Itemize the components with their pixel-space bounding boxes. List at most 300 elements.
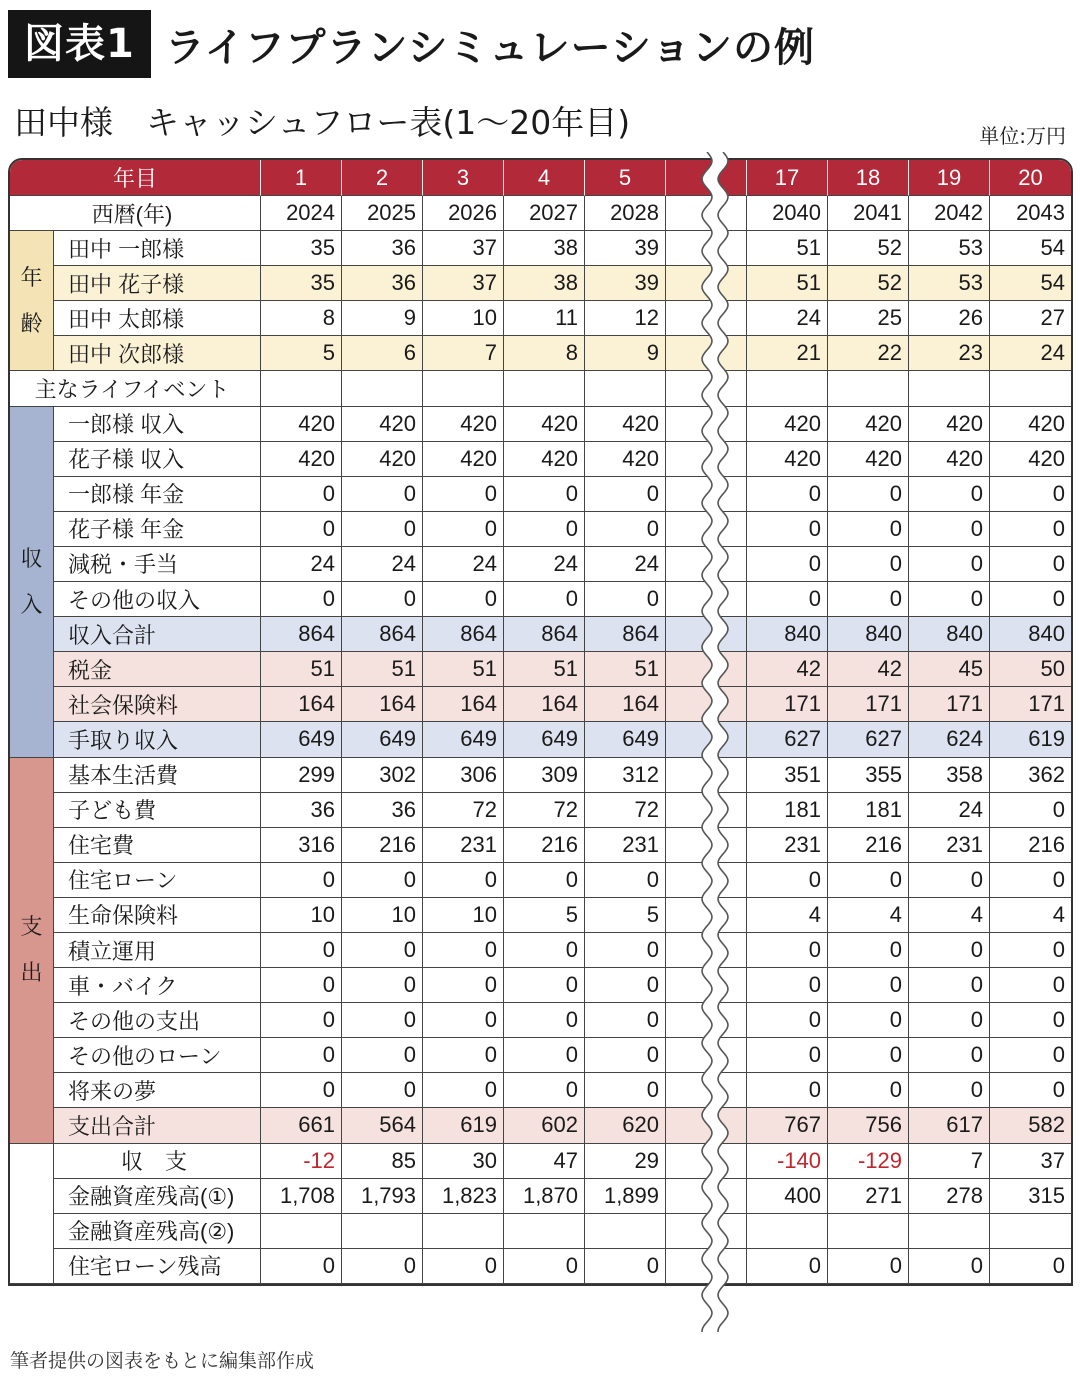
value-cell: 564 — [342, 1108, 423, 1143]
value-cell: 0 — [909, 477, 990, 512]
value-cell: 864 — [423, 617, 504, 652]
row-label: 金融資産残高(①) — [54, 1179, 261, 1214]
table-row — [10, 512, 1071, 547]
value-cell: 171 — [909, 687, 990, 722]
row-label: 田中 次郎様 — [54, 336, 261, 371]
value-cell: 0 — [990, 1038, 1071, 1073]
value-cell: 164 — [423, 687, 504, 722]
value-cell: 0 — [828, 1249, 909, 1284]
value-cell: 30 — [423, 1144, 504, 1179]
row-label: 花子様 収入 — [54, 442, 261, 477]
value-cell: 0 — [504, 512, 585, 547]
value-cell: 38 — [504, 231, 585, 266]
value-cell: 0 — [909, 1249, 990, 1284]
value-cell: 840 — [990, 617, 1071, 652]
value-cell — [747, 1214, 828, 1249]
value-cell: 0 — [828, 1003, 909, 1038]
calendar-year-cell: 2027 — [504, 196, 585, 231]
value-cell: 0 — [342, 582, 423, 617]
value-cell: 24 — [423, 547, 504, 582]
row-label: 田中 花子様 — [54, 266, 261, 301]
value-cell: 661 — [261, 1108, 342, 1143]
life-event-cell — [990, 371, 1071, 406]
value-cell: 5 — [261, 336, 342, 371]
summary-category-cell — [10, 1144, 54, 1284]
value-cell: 216 — [990, 828, 1071, 863]
life-event-row — [10, 371, 1071, 406]
table-row — [10, 1179, 1071, 1214]
value-cell: 355 — [828, 758, 909, 793]
value-cell: 0 — [909, 582, 990, 617]
year-number-header: 19 — [909, 160, 990, 196]
value-cell: 216 — [504, 828, 585, 863]
row-label: 将来の夢 — [54, 1073, 261, 1108]
calendar-label: 西暦(年) — [10, 196, 261, 231]
row-label: その他の支出 — [54, 1003, 261, 1038]
table-break-wave — [695, 152, 735, 1332]
value-cell: 840 — [747, 617, 828, 652]
value-cell: 0 — [342, 512, 423, 547]
value-cell — [585, 1214, 666, 1249]
value-cell: 0 — [504, 863, 585, 898]
value-cell: 171 — [747, 687, 828, 722]
value-cell: 36 — [342, 266, 423, 301]
value-cell: 0 — [585, 1249, 666, 1284]
calendar-year-cell: 2040 — [747, 196, 828, 231]
value-cell: 36 — [261, 793, 342, 828]
table-row — [10, 1144, 1071, 1179]
value-cell: 0 — [585, 1038, 666, 1073]
value-cell: 0 — [261, 1249, 342, 1284]
table-row — [10, 617, 1071, 652]
value-cell: 164 — [261, 687, 342, 722]
value-cell: 42 — [828, 652, 909, 687]
value-cell: 649 — [585, 722, 666, 757]
table-row — [10, 933, 1071, 968]
value-cell: 0 — [828, 477, 909, 512]
value-cell — [990, 1214, 1071, 1249]
value-cell: 278 — [909, 1179, 990, 1214]
table-row — [10, 793, 1071, 828]
value-cell: 420 — [990, 407, 1071, 442]
table-row — [10, 442, 1071, 477]
calendar-year-cell: 2025 — [342, 196, 423, 231]
value-cell: 24 — [909, 793, 990, 828]
value-cell: 0 — [990, 793, 1071, 828]
category-char: 齢 — [20, 310, 43, 336]
table-row — [10, 968, 1071, 1003]
value-cell: 39 — [585, 266, 666, 301]
value-cell: 0 — [909, 1073, 990, 1108]
value-cell: 164 — [504, 687, 585, 722]
row-label: 手取り収入 — [54, 722, 261, 757]
table-row — [10, 828, 1071, 863]
value-cell: 420 — [747, 442, 828, 477]
table-row — [10, 231, 1071, 266]
row-label: 基本生活費 — [54, 758, 261, 793]
value-cell: 24 — [747, 301, 828, 336]
row-label: 一郎様 年金 — [54, 477, 261, 512]
figure-header — [8, 10, 815, 78]
value-cell: 864 — [261, 617, 342, 652]
value-cell: 0 — [585, 582, 666, 617]
value-cell: 358 — [909, 758, 990, 793]
value-cell: 649 — [504, 722, 585, 757]
value-cell: 1,793 — [342, 1179, 423, 1214]
year-number-header: 3 — [423, 160, 504, 196]
value-cell: 5 — [504, 898, 585, 933]
value-cell: 0 — [261, 933, 342, 968]
value-cell: 0 — [423, 933, 504, 968]
value-cell: 4 — [990, 898, 1071, 933]
value-cell: 0 — [261, 582, 342, 617]
value-cell: 11 — [504, 301, 585, 336]
value-cell: 0 — [990, 1073, 1071, 1108]
table-subtitle: 田中様 キャッシュフロー表(1〜20年目) — [14, 103, 631, 142]
value-cell: 420 — [342, 407, 423, 442]
category-char: 年 — [20, 264, 43, 290]
value-cell: 0 — [909, 547, 990, 582]
value-cell: 0 — [504, 933, 585, 968]
value-cell: 42 — [747, 652, 828, 687]
value-cell: 420 — [909, 442, 990, 477]
value-cell: 85 — [342, 1144, 423, 1179]
category-char: 支 — [20, 914, 43, 940]
value-cell: 0 — [504, 1073, 585, 1108]
table-row — [10, 1214, 1071, 1249]
life-event-label: 主なライフイベント — [10, 371, 261, 406]
year-label-header: 年目 — [10, 160, 261, 196]
value-cell: 51 — [261, 652, 342, 687]
row-label: 住宅ローン — [54, 863, 261, 898]
value-cell: 309 — [504, 758, 585, 793]
value-cell: 0 — [747, 1038, 828, 1073]
value-cell: 72 — [585, 793, 666, 828]
table-row — [10, 1038, 1071, 1073]
value-cell: 0 — [990, 512, 1071, 547]
value-cell: 51 — [747, 266, 828, 301]
value-cell: 0 — [423, 582, 504, 617]
value-cell: 0 — [423, 1073, 504, 1108]
cashflow-table — [8, 158, 1073, 1286]
life-event-cell — [909, 371, 990, 406]
value-cell: 9 — [585, 336, 666, 371]
value-cell: 0 — [909, 512, 990, 547]
value-cell: 0 — [504, 582, 585, 617]
row-label: 収入合計 — [54, 617, 261, 652]
value-cell: 21 — [747, 336, 828, 371]
value-cell: 582 — [990, 1108, 1071, 1143]
value-cell: 39 — [585, 231, 666, 266]
value-cell: 1,899 — [585, 1179, 666, 1214]
value-cell: 0 — [342, 1038, 423, 1073]
value-cell: 0 — [990, 477, 1071, 512]
value-cell: 0 — [909, 1003, 990, 1038]
value-cell: 0 — [342, 1073, 423, 1108]
value-cell: 4 — [828, 898, 909, 933]
value-cell: 1,823 — [423, 1179, 504, 1214]
value-cell: 0 — [585, 933, 666, 968]
value-cell: 29 — [585, 1144, 666, 1179]
value-cell: 420 — [423, 442, 504, 477]
value-cell: 10 — [423, 898, 504, 933]
value-cell: 0 — [585, 968, 666, 1003]
row-label: 金融資産残高(②) — [54, 1214, 261, 1249]
value-cell: 0 — [747, 547, 828, 582]
value-cell: 627 — [747, 722, 828, 757]
value-cell: 0 — [504, 968, 585, 1003]
table-row — [10, 652, 1071, 687]
life-event-cell — [423, 371, 504, 406]
value-cell: 627 — [828, 722, 909, 757]
value-cell: 0 — [261, 477, 342, 512]
value-cell: 0 — [342, 933, 423, 968]
value-cell: 0 — [342, 1249, 423, 1284]
value-cell: 24 — [990, 336, 1071, 371]
value-cell: 0 — [828, 1073, 909, 1108]
value-cell: 617 — [909, 1108, 990, 1143]
year-number-header: 18 — [828, 160, 909, 196]
table-row — [10, 547, 1071, 582]
value-cell: 649 — [423, 722, 504, 757]
value-cell: 420 — [261, 407, 342, 442]
value-cell: 24 — [504, 547, 585, 582]
value-cell: 8 — [261, 301, 342, 336]
value-cell: 864 — [504, 617, 585, 652]
value-cell: 0 — [828, 968, 909, 1003]
value-cell: 36 — [342, 231, 423, 266]
table-row — [10, 863, 1071, 898]
value-cell: 0 — [747, 477, 828, 512]
table-row — [10, 1108, 1071, 1143]
value-cell: 0 — [828, 547, 909, 582]
figure-badge: 図表1 — [8, 10, 151, 78]
value-cell: 420 — [261, 442, 342, 477]
value-cell: 0 — [504, 1038, 585, 1073]
value-cell: 420 — [423, 407, 504, 442]
value-cell: 420 — [990, 442, 1071, 477]
value-cell: 0 — [747, 968, 828, 1003]
value-cell: 420 — [585, 407, 666, 442]
value-cell: 0 — [828, 512, 909, 547]
value-cell: 0 — [747, 863, 828, 898]
value-cell: 24 — [585, 547, 666, 582]
value-cell: 602 — [504, 1108, 585, 1143]
calendar-year-cell: 2042 — [909, 196, 990, 231]
table-row — [10, 758, 1071, 793]
value-cell: 624 — [909, 722, 990, 757]
value-cell: 54 — [990, 266, 1071, 301]
value-cell: 9 — [342, 301, 423, 336]
value-cell — [909, 1214, 990, 1249]
value-cell: -140 — [747, 1144, 828, 1179]
value-cell: 0 — [504, 1249, 585, 1284]
table-row — [10, 898, 1071, 933]
calendar-year-cell: 2043 — [990, 196, 1071, 231]
value-cell: 12 — [585, 301, 666, 336]
year-number-header: 4 — [504, 160, 585, 196]
value-cell: 0 — [261, 1038, 342, 1073]
value-cell: 231 — [585, 828, 666, 863]
value-cell: 306 — [423, 758, 504, 793]
value-cell: 51 — [504, 652, 585, 687]
row-label: 車・バイク — [54, 968, 261, 1003]
value-cell: 10 — [261, 898, 342, 933]
calendar-year-cell: 2028 — [585, 196, 666, 231]
value-cell: 51 — [342, 652, 423, 687]
value-cell: 619 — [990, 722, 1071, 757]
value-cell: 52 — [828, 266, 909, 301]
row-label: 花子様 年金 — [54, 512, 261, 547]
value-cell: 1,708 — [261, 1179, 342, 1214]
value-cell: 50 — [990, 652, 1071, 687]
table-row — [10, 477, 1071, 512]
value-cell: 0 — [423, 1003, 504, 1038]
value-cell: 216 — [342, 828, 423, 863]
value-cell: 53 — [909, 231, 990, 266]
value-cell: 0 — [909, 968, 990, 1003]
value-cell: 45 — [909, 652, 990, 687]
value-cell: 0 — [261, 1003, 342, 1038]
row-label: 田中 一郎様 — [54, 231, 261, 266]
value-cell: 54 — [990, 231, 1071, 266]
value-cell — [342, 1214, 423, 1249]
value-cell: 231 — [909, 828, 990, 863]
value-cell: 0 — [261, 512, 342, 547]
value-cell: 864 — [342, 617, 423, 652]
value-cell: 299 — [261, 758, 342, 793]
value-cell: 36 — [342, 793, 423, 828]
value-cell: 37 — [990, 1144, 1071, 1179]
value-cell: 351 — [747, 758, 828, 793]
source-note: 筆者提供の図表をもとに編集部作成 — [10, 1350, 315, 1372]
value-cell: 4 — [747, 898, 828, 933]
value-cell: 0 — [747, 1073, 828, 1108]
cashflow-table-container — [8, 158, 1072, 1286]
value-cell: 51 — [585, 652, 666, 687]
row-label: その他のローン — [54, 1038, 261, 1073]
value-cell: 0 — [990, 933, 1071, 968]
table-row — [10, 722, 1071, 757]
value-cell: 420 — [342, 442, 423, 477]
value-cell: 6 — [342, 336, 423, 371]
life-event-cell — [504, 371, 585, 406]
value-cell: 0 — [585, 512, 666, 547]
value-cell: 840 — [828, 617, 909, 652]
value-cell: 0 — [990, 1003, 1071, 1038]
life-event-cell — [747, 371, 828, 406]
value-cell: 0 — [990, 1249, 1071, 1284]
value-cell: 756 — [828, 1108, 909, 1143]
value-cell: 0 — [828, 1038, 909, 1073]
value-cell: 420 — [828, 407, 909, 442]
value-cell: 0 — [990, 863, 1071, 898]
value-cell: 316 — [261, 828, 342, 863]
table-row — [10, 1249, 1071, 1284]
unit-label: 単位:万円 — [979, 124, 1066, 148]
value-cell: 37 — [423, 231, 504, 266]
table-row — [10, 266, 1071, 301]
value-cell: 0 — [828, 863, 909, 898]
value-cell: 231 — [747, 828, 828, 863]
value-cell: 649 — [261, 722, 342, 757]
value-cell: 649 — [342, 722, 423, 757]
value-cell: 0 — [261, 968, 342, 1003]
row-label: 田中 太郎様 — [54, 301, 261, 336]
category-char: 出 — [20, 960, 43, 986]
value-cell: 0 — [909, 1038, 990, 1073]
value-cell: 0 — [261, 863, 342, 898]
value-cell: 216 — [828, 828, 909, 863]
value-cell: 164 — [585, 687, 666, 722]
value-cell: 420 — [585, 442, 666, 477]
value-cell: 231 — [423, 828, 504, 863]
value-cell: 35 — [261, 266, 342, 301]
value-cell: 27 — [990, 301, 1071, 336]
value-cell: 0 — [828, 582, 909, 617]
calendar-year-cell: 2024 — [261, 196, 342, 231]
value-cell: 302 — [342, 758, 423, 793]
value-cell: 38 — [504, 266, 585, 301]
row-label: 税金 — [54, 652, 261, 687]
value-cell: 10 — [423, 301, 504, 336]
value-cell: 7 — [909, 1144, 990, 1179]
category-char: 入 — [20, 591, 43, 617]
value-cell: 0 — [423, 477, 504, 512]
row-label: 一郎様 収入 — [54, 407, 261, 442]
value-cell — [504, 1214, 585, 1249]
value-cell: 0 — [585, 477, 666, 512]
table-row — [10, 687, 1071, 722]
value-cell: 767 — [747, 1108, 828, 1143]
year-number-header: 20 — [990, 160, 1071, 196]
value-cell: 171 — [828, 687, 909, 722]
value-cell: 0 — [342, 1003, 423, 1038]
value-cell: 0 — [342, 968, 423, 1003]
life-event-cell — [828, 371, 909, 406]
value-cell — [261, 1214, 342, 1249]
value-cell: 0 — [990, 547, 1071, 582]
value-cell — [828, 1214, 909, 1249]
value-cell: 171 — [990, 687, 1071, 722]
year-number-header: 17 — [747, 160, 828, 196]
value-cell: 47 — [504, 1144, 585, 1179]
row-label: 支出合計 — [54, 1108, 261, 1143]
expense-category-cell — [10, 758, 54, 1144]
row-label: 子ども費 — [54, 793, 261, 828]
year-number-header: 5 — [585, 160, 666, 196]
value-cell: 312 — [585, 758, 666, 793]
calendar-year-row — [10, 196, 1071, 231]
value-cell: 0 — [747, 933, 828, 968]
value-cell: 25 — [828, 301, 909, 336]
life-event-cell — [261, 371, 342, 406]
value-cell: 420 — [504, 407, 585, 442]
value-cell: 0 — [747, 582, 828, 617]
value-cell: 51 — [747, 231, 828, 266]
table-row — [10, 1073, 1071, 1108]
row-label: 住宅費 — [54, 828, 261, 863]
value-cell: 0 — [909, 933, 990, 968]
value-cell: 400 — [747, 1179, 828, 1214]
row-label: 減税・手当 — [54, 547, 261, 582]
value-cell: 0 — [990, 582, 1071, 617]
value-cell: 1,870 — [504, 1179, 585, 1214]
value-cell: 0 — [504, 1003, 585, 1038]
income-category-cell — [10, 407, 54, 758]
value-cell: -129 — [828, 1144, 909, 1179]
value-cell: 864 — [585, 617, 666, 652]
